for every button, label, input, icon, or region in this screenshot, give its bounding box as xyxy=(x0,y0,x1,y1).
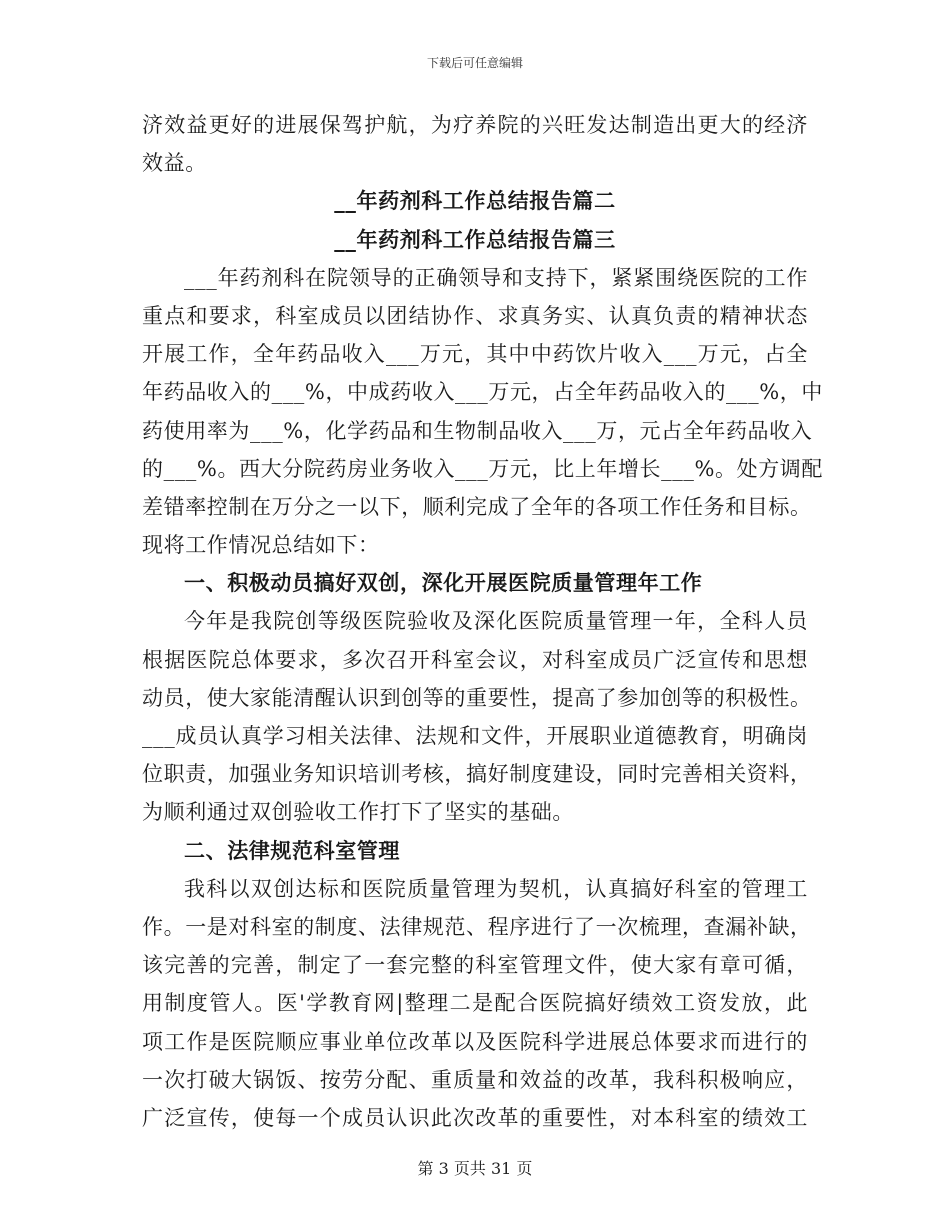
paragraph-line: 项工作是医院顺应事业单位改革以及医院科学进展总体要求而进行的 xyxy=(142,1029,808,1054)
paragraph-line: 位职责，加强业务知识培训考核，搞好制度建设，同时完善相关资料， xyxy=(142,762,812,787)
paragraph-line: 重点和要求，科室成员以团结协作、求真务实、认真负责的精神状态 xyxy=(142,303,808,328)
section-title: __年药剂科工作总结报告篇三 xyxy=(334,226,616,252)
paragraph-line: ___成员认真学习相关法律、法规和文件，开展职业道德教育，明确岗 xyxy=(142,724,808,748)
paragraph-line: 今年是我院创等级医院验收及深化医院质量管理一年，全科人员 xyxy=(184,609,808,634)
page-header: 下载后可任意编辑 xyxy=(426,56,523,70)
paragraph-line: 年药品收入的___%，中成药收入___万元，占全年药品收入的___%，中 xyxy=(142,380,824,405)
paragraph-line: 的___%。西大分院药房业务收入___万元，比上年增长___%。处方调配 xyxy=(142,456,824,481)
paragraph-line: 该完善的完善，制定了一套完整的科室管理文件，使大家有章可循， xyxy=(142,953,808,978)
paragraph-line: 差错率控制在万分之一以下，顺利完成了全年的各项工作任务和目标。 xyxy=(142,494,812,519)
paragraph-line: 根据医院总体要求，多次召开科室会议，对科室成员广泛宣传和思想 xyxy=(142,647,808,672)
paragraph-line: 为顺利通过双创验收工作打下了坚实的基础。 xyxy=(142,800,574,825)
page-footer: 第 3 页共 31 页 xyxy=(417,1159,533,1178)
paragraph-line: ___年药剂科在院领导的正确领导和支持下，紧紧围绕医院的工作 xyxy=(184,265,808,290)
paragraph-line: 一次打破大锅饭、按劳分配、重质量和效益的改革，我科积极响应， xyxy=(142,1067,808,1092)
paragraph-line: 用制度管人。医'学教育网|整理二是配合医院搞好绩效工资发放，此 xyxy=(142,991,808,1016)
paragraph-line: 作。一是对科室的制度、法律规范、程序进行了一次梳理，查漏补缺， xyxy=(142,914,812,939)
paragraph-line: 效益。 xyxy=(142,151,207,176)
paragraph-line: 药使用率为___%，化学药品和生物制品收入___万，元占全年药品收入 xyxy=(142,418,813,443)
paragraph-line: 动员，使大家能清醒认识到创等的重要性，提高了参加创等的积极性。 xyxy=(142,685,812,710)
paragraph-line: 我科以双创达标和医院质量管理为契机，认真搞好科室的管理工 xyxy=(184,876,808,901)
paragraph-line: 济效益更好的进展保驾护航，为疗养院的兴旺发达制造出更大的经济 xyxy=(142,113,808,137)
subheading: 二、法律规范科室管理 xyxy=(184,837,400,863)
subheading: 一、积极动员搞好双创，深化开展医院质量管理年工作 xyxy=(184,570,703,596)
section-title: __年药剂科工作总结报告篇二 xyxy=(334,188,616,214)
paragraph-line: 开展工作，全年药品收入___万元，其中中药饮片收入___万元，占全 xyxy=(142,342,808,367)
paragraph-line: 广泛宣传，使每一个成员认识此次改革的重要性，对本科室的绩效工 xyxy=(142,1105,808,1130)
paragraph-line: 现将工作情况总结如下： xyxy=(142,533,380,558)
document-body xyxy=(142,106,824,1137)
